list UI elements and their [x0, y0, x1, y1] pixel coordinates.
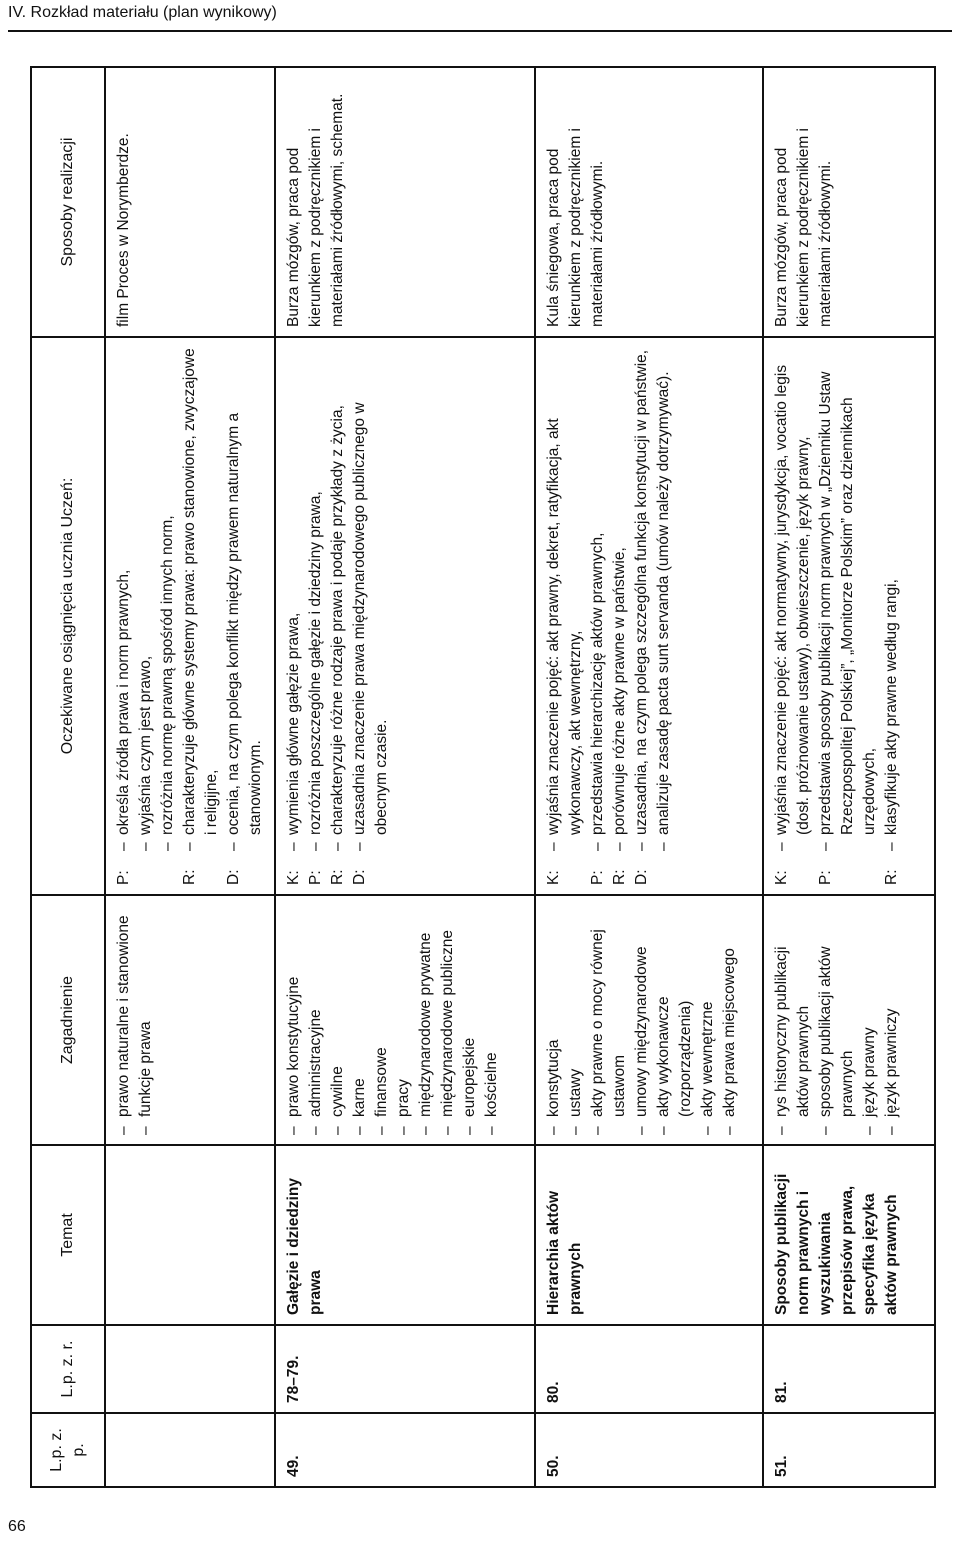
outcome-text: – wyjaśnia znaczenie pojęć: akt prawny, dekret, ratyfikacja, akt wykonawczy, akt wewnętrzny, [543, 347, 587, 851]
list-item: – kościelne [481, 905, 503, 1135]
list-item: – prawo konstytucyjne [283, 905, 305, 1135]
list-item: – konstytucja [543, 905, 565, 1135]
cell-lp-zp: 50. [535, 1413, 763, 1487]
list-item: – język prawny [859, 905, 881, 1135]
cell-zagadnienie [535, 895, 763, 1145]
cell-lp-zr: 81. [763, 1325, 935, 1413]
outcome-text: – ocenia, na czym polega konflikt między prawem naturalnym a stanowionym. [223, 347, 267, 851]
cell-lp-zr [105, 1325, 275, 1413]
list-item: – karne [349, 905, 371, 1135]
level-label: K: [545, 870, 562, 885]
outcome-text: – wyjaśnia znaczenie pojęć: akt normatywny, jurysdykcja, vocatio legis (dosł. próżnowanie ustawy), obwieszczenie, język prawny, [771, 347, 815, 851]
col-header-lp-zr: L.p. z. r. [31, 1325, 105, 1413]
cell-temat [105, 1145, 275, 1325]
cell-zagadnienie [105, 895, 275, 1145]
table-row [275, 67, 535, 1487]
outcome-text: – uzasadnia znaczenie prawa międzynarodowego publicznego w obecnym czasie. [349, 347, 393, 851]
page-number: 66 [8, 1518, 26, 1535]
level-label: D: [633, 869, 650, 885]
list-item: – funkcje prawa [135, 905, 157, 1135]
outcome-text: – przedstawia sposoby publikacji norm prawnych w „Dzienniku Ustaw Rzeczpospolitej Polskiej”, „Monitorze Polskim” oraz dziennikach urzędowych, [815, 347, 881, 851]
outcome-text: – charakteryzuje główne systemy prawa: prawo stanowione, zwyczajowe i religijne, [179, 347, 223, 851]
table-row [535, 67, 763, 1487]
list-item: – akty prawa miejscowego [719, 905, 741, 1135]
cell-lp-zr: 78–79. [275, 1325, 535, 1413]
list-item: – ustawy [565, 905, 587, 1135]
list-item: – europejskie [459, 905, 481, 1135]
col-header-lp-zp: L.p. z. p. [31, 1413, 105, 1487]
list-item: – akty wykonawcze (rozporządzenia) [653, 905, 697, 1135]
level-label [653, 851, 675, 885]
level-label [157, 851, 179, 885]
level-label: P: [817, 870, 834, 885]
level-label: D: [351, 869, 368, 885]
page-header: IV. Rozkład materiału (plan wynikowy) [8, 4, 277, 21]
list-item: – akty wewnętrzne [697, 905, 719, 1135]
col-header-temat: Temat [31, 1145, 105, 1325]
curriculum-table [30, 66, 936, 1488]
col-header-osiagniecia: Oczekiwane osiągnięcia ucznia Uczeń: [31, 337, 105, 895]
cell-osiagniecia [275, 337, 535, 895]
list-item: – sposoby publikacji aktów prawnych [815, 905, 859, 1135]
cell-temat: Hierarchia aktów prawnych [535, 1145, 763, 1325]
list-item: – akty prawne o mocy równej ustawom [587, 905, 631, 1135]
cell-sposoby: film Proces w Norymberdze. [105, 67, 275, 337]
list-item: – umowy międzynarodowe [631, 905, 653, 1135]
list-item: – administracyjne [305, 905, 327, 1135]
level-label [135, 851, 157, 885]
outcome-text: – przedstawia hierarchizację aktów prawnych, [587, 347, 609, 851]
outcome-text: – określa źródła prawa i norm prawnych, [113, 347, 135, 851]
list-item: – prawo naturalne i stanowione [113, 905, 135, 1135]
list-item: – pracy [393, 905, 415, 1135]
header-divider [8, 30, 952, 32]
outcome-text: – rozróżnia normę prawną spośród innych norm, [157, 347, 179, 851]
outcome-text: – charakteryzuje różne rodzaje prawa i podaje przykłady z życia, [327, 347, 349, 851]
outcome-text: – porównuje różne akty prawne w państwie, [609, 347, 631, 851]
cell-osiagniecia [105, 337, 275, 895]
cell-temat: Gałęzie i dziedziny prawa [275, 1145, 535, 1325]
level-label: K: [773, 870, 790, 885]
outcome-text: – analizuje zasadę pacta sunt servanda (umów należy dotrzymywać). [653, 347, 675, 851]
cell-zagadnienie [275, 895, 535, 1145]
list-item: – międzynarodowe publiczne [437, 905, 459, 1135]
cell-osiagniecia [763, 337, 935, 895]
level-label: K: [285, 870, 302, 885]
level-label: P: [589, 870, 606, 885]
level-label: D: [225, 869, 242, 885]
outcome-text: – klasyfikuje akty prawne według rangi, [881, 347, 903, 851]
cell-lp-zr: 80. [535, 1325, 763, 1413]
outcome-text: – uzasadnia, na czym polega szczególna funkcja konstytucji w państwie, [631, 347, 653, 851]
outcome-text: – wymienia główne gałęzie prawa, [283, 347, 305, 851]
list-item: – język prawniczy [881, 905, 903, 1135]
level-label: P: [115, 870, 132, 885]
cell-lp-zp: 51. [763, 1413, 935, 1487]
list-item: – rys historyczny publikacji aktów prawnych [771, 905, 815, 1135]
level-label: R: [181, 869, 198, 885]
cell-osiagniecia [535, 337, 763, 895]
cell-sposoby: Kula śniegowa, praca pod kierunkiem z podręcznikiem i materiałami źródłowymi. [535, 67, 763, 337]
col-header-sposoby: Sposoby realizacji [31, 67, 105, 337]
cell-sposoby: Burza mózgów, praca pod kierunkiem z podręcznikiem i materiałami źródłowymi. [763, 67, 935, 337]
list-item: – finansowe [371, 905, 393, 1135]
level-label: R: [883, 869, 900, 885]
cell-lp-zp [105, 1413, 275, 1487]
rotated-table-wrapper [30, 68, 934, 1488]
outcome-text: – wyjaśnia czym jest prawo, [135, 347, 157, 851]
cell-zagadnienie [763, 895, 935, 1145]
list-item: – międzynarodowe prywatne [415, 905, 437, 1135]
table-row [763, 67, 935, 1487]
cell-sposoby: Burza mózgów, praca pod kierunkiem z podręcznikiem i materiałami źródłowymi, schemat. [275, 67, 535, 337]
table-row [105, 67, 275, 1487]
list-item: – cywilne [327, 905, 349, 1135]
col-header-zagadnienie: Zagadnienie [31, 895, 105, 1145]
cell-lp-zp: 49. [275, 1413, 535, 1487]
cell-temat: Sposoby publikacji norm prawnych i wyszukiwania przepisów prawa, specyfika języka aktów prawnych [763, 1145, 935, 1325]
outcome-text: – rozróżnia poszczególne gałęzie i dziedziny prawa, [305, 347, 327, 851]
level-label: P: [307, 870, 324, 885]
level-label: R: [329, 869, 346, 885]
level-label: R: [611, 869, 628, 885]
